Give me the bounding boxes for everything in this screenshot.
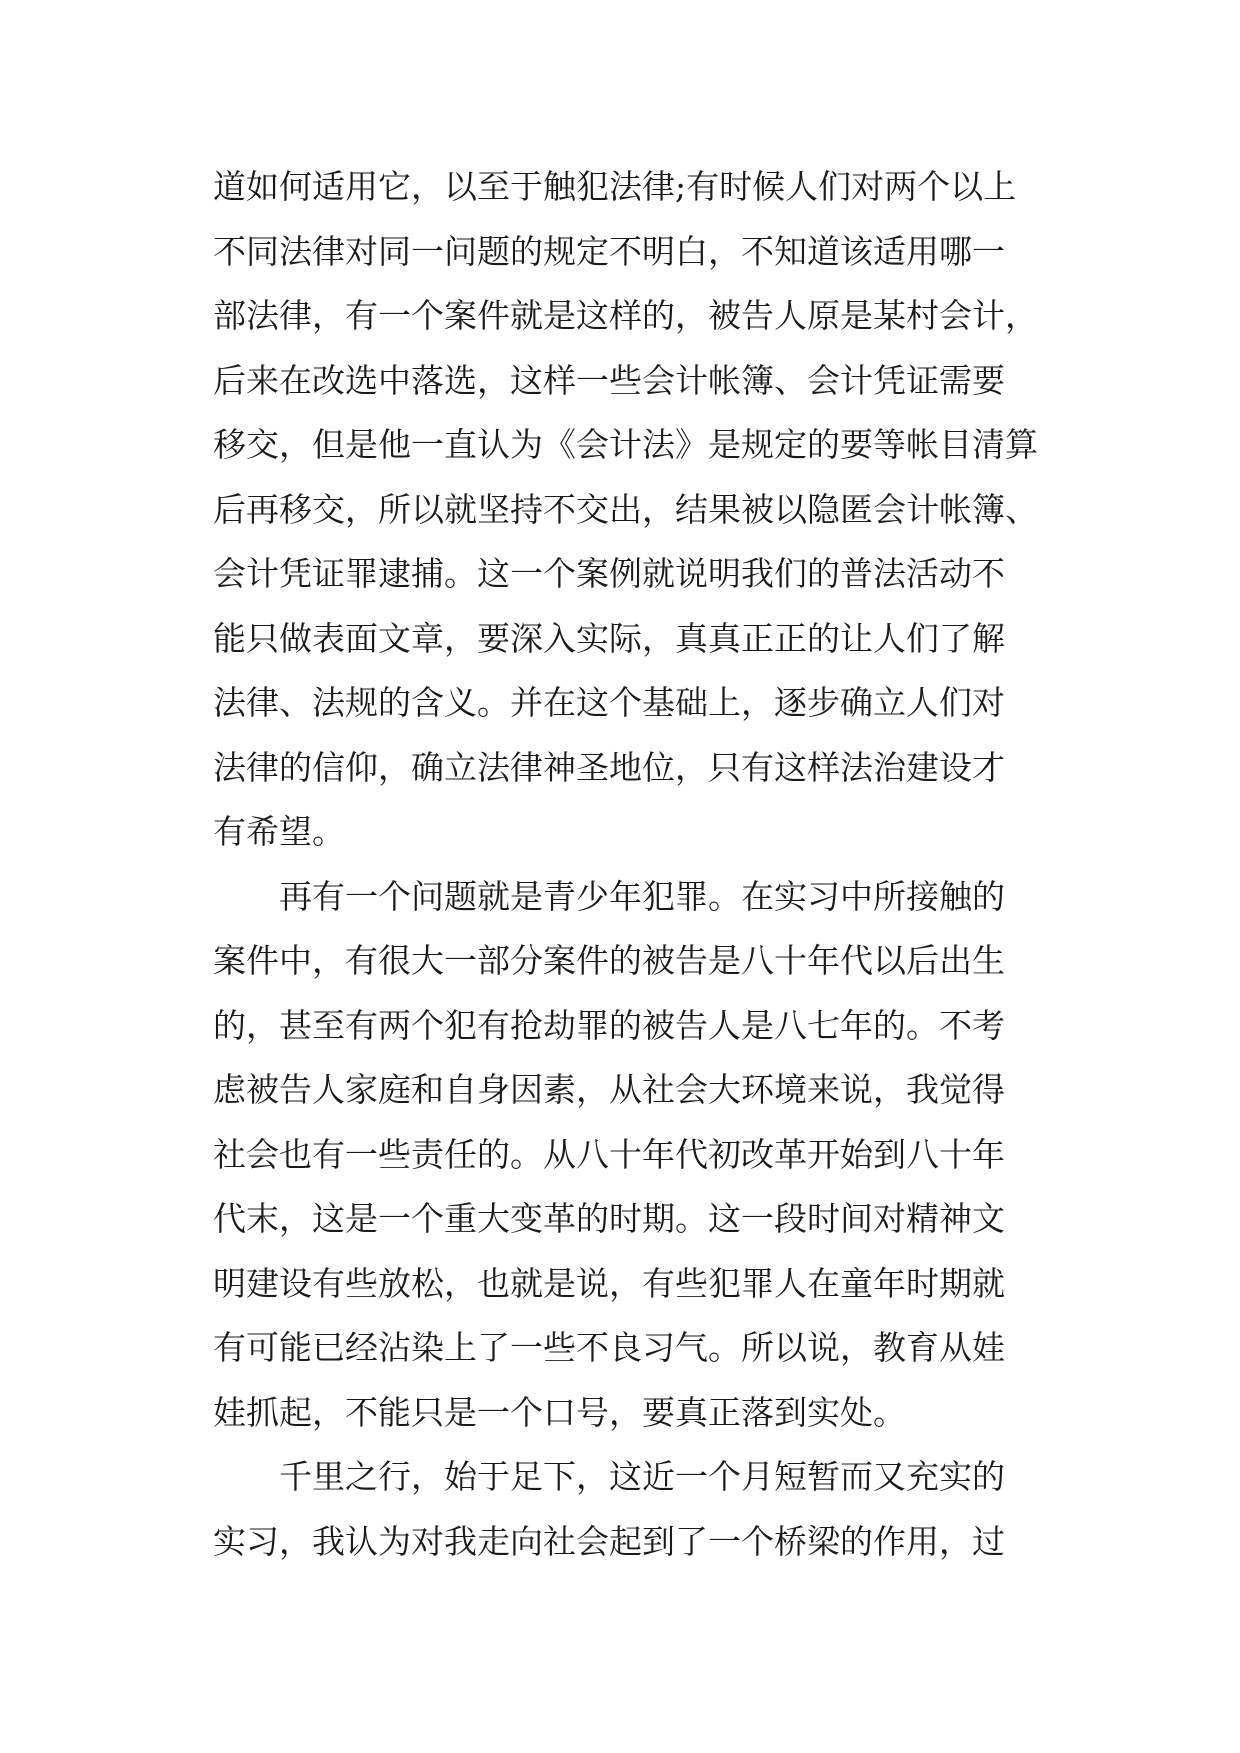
text-line: 娃抓起，不能只是一个口号，要真正落到实处。 <box>213 1392 906 1432</box>
body-text <box>213 155 1043 1574</box>
text-line: 不同法律对同一问题的规定不明白，不知道该适用哪一 <box>213 231 1005 271</box>
text-line: 部法律，有一个案件就是这样的，被告人原是某村会计， <box>213 296 1038 335</box>
text-line: 能只做表面文章，要深入实际，真真正正的让人们了解 <box>213 618 1005 658</box>
text-line: 后来在改选中落选，这样一些会计帐簿、会计凭证需要 <box>213 360 1005 400</box>
text-line: 的，甚至有两个犯有抢劫罪的被告人是八七年的。不考 <box>213 1005 1005 1045</box>
text-line: 代末，这是一个重大变革的时期。这一段时间对精神文 <box>213 1199 1005 1238</box>
paragraph-start-line: 千里之行，始于足下，这近一个月短暂而又充实的 <box>279 1457 1005 1496</box>
text-line: 法律、法规的含义。并在这个基础上，逐步确立人们对 <box>213 683 1005 722</box>
text-line: 道如何适用它，以至于触犯法律;有时候人们对两个以上 <box>213 167 1017 206</box>
text-line: 社会也有一些责任的。从八十年代初改革开始到八十年 <box>213 1134 1005 1174</box>
text-line: 后再移交，所以就坚持不交出，结果被以隐匿会计帐簿、 <box>213 489 1038 529</box>
text-line: 虑被告人家庭和自身因素，从社会大环境来说，我觉得 <box>213 1070 1005 1109</box>
text-line: 实习，我认为对我走向社会起到了一个桥梁的作用，过 <box>213 1521 1005 1561</box>
text-line: 会计凭证罪逮捕。这一个案例就说明我们的普法活动不 <box>213 554 1005 593</box>
text-line: 案件中，有很大一部分案件的被告是八十年代以后出生 <box>213 941 1005 980</box>
paragraph-start-line: 再有一个问题就是青少年犯罪。在实习中所接触的 <box>279 876 1005 916</box>
text-line: 有希望。 <box>213 812 345 851</box>
text-line: 法律的信仰，确立法律神圣地位，只有这样法治建设才 <box>213 747 1005 787</box>
text-line: 明建设有些放松，也就是说，有些犯罪人在童年时期就 <box>213 1263 1005 1303</box>
text-line: 有可能已经沾染上了一些不良习气。所以说，教育从娃 <box>213 1328 1005 1367</box>
text-line: 移交，但是他一直认为《会计法》是规定的要等帐目清算 <box>213 425 1038 464</box>
